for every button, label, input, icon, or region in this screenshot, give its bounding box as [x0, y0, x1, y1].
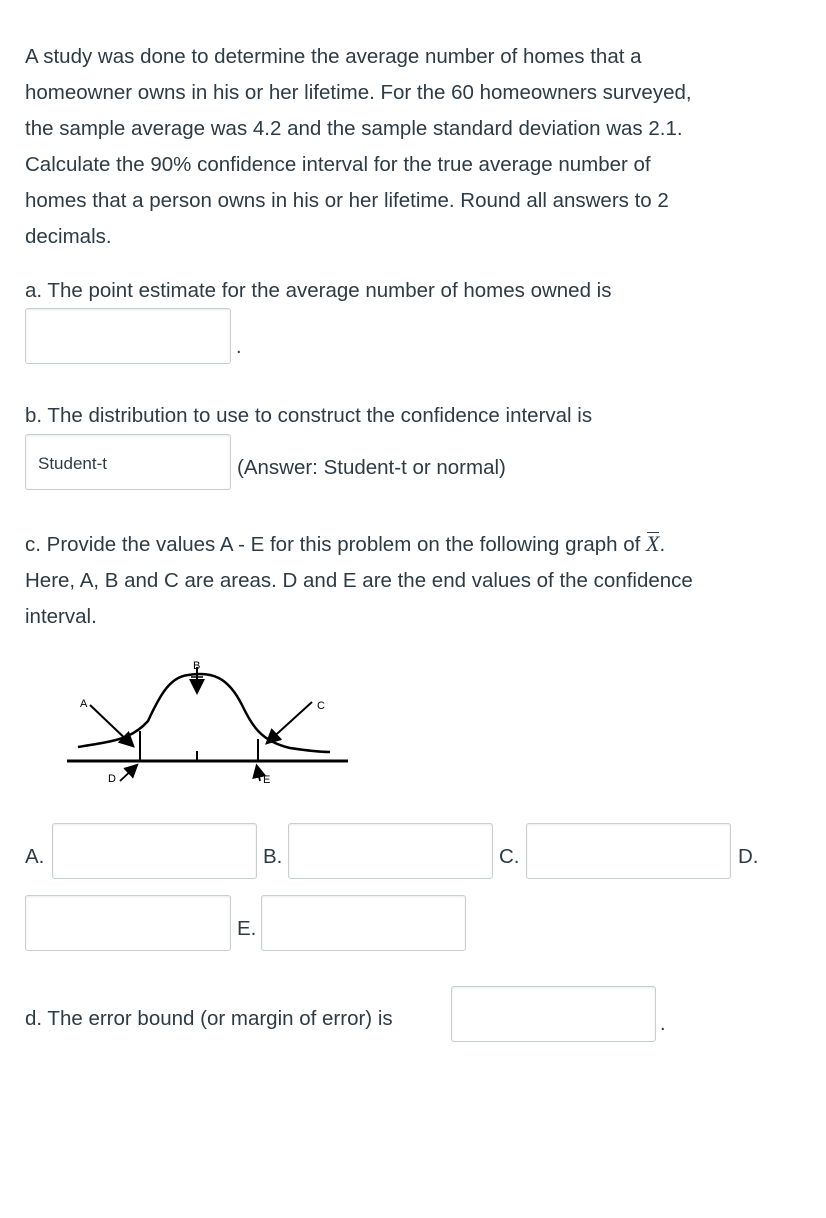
- distribution-input[interactable]: Student-t: [25, 434, 231, 490]
- graph-label-a: A: [80, 698, 88, 710]
- d-arrow: [120, 766, 136, 781]
- graph-label-e: E: [263, 774, 271, 786]
- question-line: homeowner owns in his or her lifetime. For the 60 homeowners surveyed,: [25, 81, 692, 104]
- part-d-prompt: d. The error bound (or margin of error) is: [25, 1007, 393, 1030]
- field-b-label: B.: [263, 845, 283, 868]
- part-c-period: .: [659, 533, 666, 556]
- value-b-input[interactable]: [288, 823, 493, 879]
- value-c-input[interactable]: [526, 823, 731, 879]
- field-d-label: D.: [738, 845, 759, 868]
- value-e-input[interactable]: [261, 895, 466, 951]
- question-line: Calculate the 90% confidence interval for the true average number of: [25, 153, 651, 176]
- question-line: homes that a person owns in his or her lifetime. Round all answers to 2: [25, 189, 669, 212]
- graph-label-b: B: [193, 660, 201, 672]
- distribution-hint: (Answer: Student-t or normal): [237, 456, 506, 479]
- x-bar-symbol: X: [646, 531, 660, 556]
- question-line: the sample average was 4.2 and the sample standard deviation was 2.1.: [25, 117, 683, 140]
- part-b-prompt: b. The distribution to use to construct the confidence interval is: [25, 404, 593, 427]
- part-c-line2: Here, A, B and C are areas. D and E are the end values of the confidence: [25, 569, 693, 592]
- part-a-period: .: [236, 336, 242, 358]
- part-c-prompt: [25, 531, 665, 557]
- graph-label-c: C: [317, 700, 325, 712]
- field-a-label: A.: [25, 845, 45, 868]
- c-arrow: [268, 702, 312, 742]
- normal-curve: [78, 674, 330, 752]
- a-arrow: [90, 705, 132, 745]
- field-c-label: C.: [499, 845, 520, 868]
- bell-curve-graph: [60, 655, 355, 790]
- part-c-line3: interval.: [25, 605, 97, 628]
- value-d-input[interactable]: [25, 895, 231, 951]
- e-arrow: [257, 767, 260, 781]
- point-estimate-input[interactable]: [25, 308, 231, 364]
- part-c-text: c. Provide the values A - E for this problem on the following graph of: [25, 533, 641, 556]
- question-line: A study was done to determine the average number of homes that a: [25, 45, 642, 68]
- field-e-label: E.: [237, 917, 257, 940]
- value-a-input[interactable]: [52, 823, 257, 879]
- error-bound-input[interactable]: [451, 986, 656, 1042]
- question-text: [25, 39, 805, 255]
- question-line: decimals.: [25, 225, 112, 248]
- part-a-prompt: a. The point estimate for the average number of homes owned is: [25, 279, 612, 302]
- graph-label-d: D: [108, 773, 116, 785]
- part-d-period: .: [660, 1013, 666, 1035]
